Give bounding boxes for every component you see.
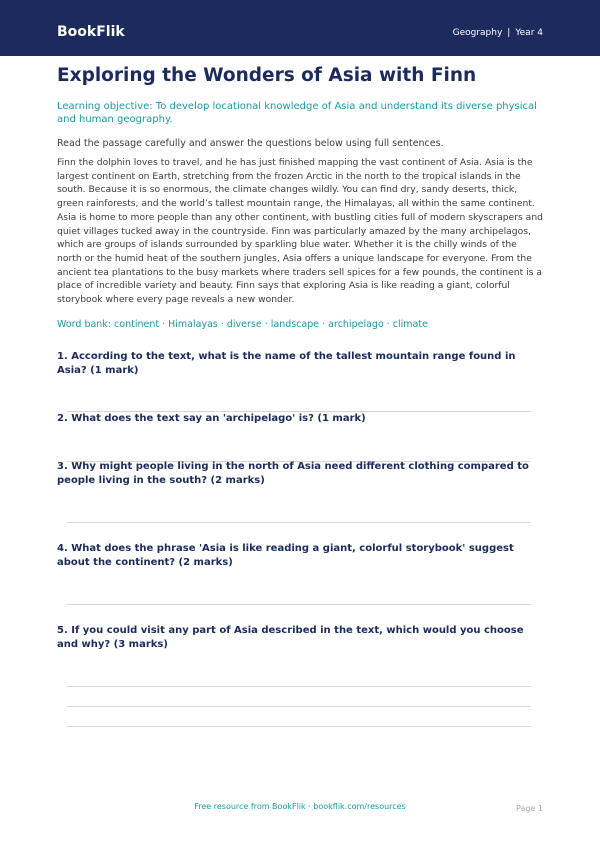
question-4: 4. What does the phrase 'Asia is like reading a giant, colorful storybook' suggest about the continent? (2 marks) [57,543,514,568]
word-bank-word: diverse [226,319,262,330]
footer-credit: Free resource from BookFlik · bookflik.com/resources [194,802,406,811]
word-separator: · [162,319,166,330]
word-bank-label: Word bank: [57,319,112,330]
question-2: 2. What does the text say an 'archipelago' is? (1 mark) [57,413,366,424]
answer-line[interactable] [67,604,531,605]
brand-logo: BookFlik [57,24,125,40]
answer-line[interactable] [67,686,531,687]
question-1: 1. According to the text, what is the name of the tallest mountain range found in Asia? (1 mark) [57,351,516,376]
instruction-text: Read the passage carefully and answer the questions below using full sentences. [57,138,444,149]
word-separator: · [386,319,390,330]
reading-passage: Finn the dolphin loves to travel, and he has just finished mapping the vast continent of Asia. Asia is the largest continent on Earth, stretching from the frozen Arctic in the north to the tropical islands in the south. Because it is so enormous, the climate changes wildly. You can find dry, sandy deserts, thick, green rainforests, and the world’s tallest mountain range, the Himalayas, all within the same continent. Asia is home to more people than any other continent, with bustling cities full of modern skyscrapers and quiet villages tucked away in the countryside. Finn was particularly amazed by the many archipelagos, which are groups of islands surrounded by sparkling blue water. Whether it is the chilly winds of the north or the humid heat of the southern jungles, Asia offers a unique landscape for everyone. From the ancient tea plantations to the busy markets where traders sell spices for a few pounds, the continent is a place of incredible variety and beauty. Finn says that exploring Asia is like reading a giant, colorful storybook where every page reveals a new wonder. [57,157,543,306]
word-separator: · [322,319,326,330]
header-separator: | [507,28,511,38]
word-bank-word: landscape [270,319,320,330]
page-number: Page 1 [516,804,543,813]
word-bank-word: archipelago [328,319,384,330]
subject-label: Geography [452,28,503,38]
word-bank [57,319,543,330]
word-bank-word: Himalayas [168,319,218,330]
answer-line[interactable] [67,726,531,727]
word-bank-word: continent [114,319,160,330]
question-5: 5. If you could visit any part of Asia described in the text, which would you choose and why? (3 marks) [57,625,524,650]
word-separator: · [220,319,224,330]
page-title: Exploring the Wonders of Asia with Finn [57,65,477,86]
subject-year-label [453,28,543,38]
answer-line[interactable] [67,706,531,707]
answer-line[interactable] [67,522,531,523]
learning-objective: Learning objective: To develop locational knowledge of Asia and understand its diverse physical and human geography. [57,101,537,125]
header-bar [0,0,600,56]
question-3: 3. Why might people living in the north of Asia need different clothing compared to people living in the south? (2 marks) [57,461,529,486]
word-bank-word: climate [392,319,428,330]
year-label: Year 4 [515,28,543,38]
word-separator: · [264,319,268,330]
